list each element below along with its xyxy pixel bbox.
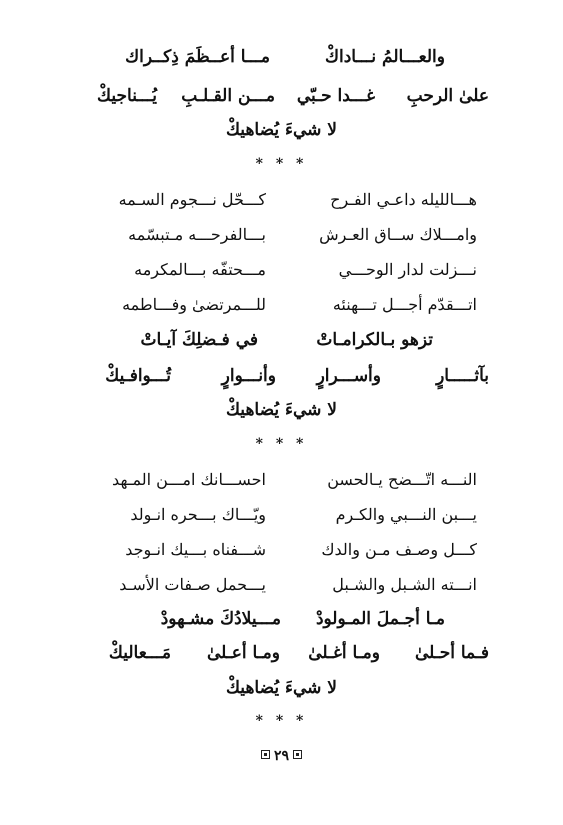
verse-left: مـــحتفّه بـــالمكرمه bbox=[134, 260, 266, 279]
verse-right: هـــالليله داعـي الفـرح bbox=[330, 190, 477, 209]
refrain: لا شيءَ يُضاهيكْ bbox=[225, 678, 337, 698]
verse-left: شـــفناه بـــيك انـوجد bbox=[125, 540, 266, 559]
phrase-3: وأنـــوارٍ bbox=[221, 366, 276, 386]
page-number-text: ٢٩ bbox=[273, 748, 290, 764]
hemistich-right: مـــيلادُكَ مشـهودْ bbox=[160, 609, 281, 629]
phrase-2: ومـا أغـلىٰ bbox=[308, 643, 380, 663]
verse-left: بـــالفرحـــه مـتبسّمه bbox=[128, 225, 266, 244]
phrase-4: مَـــعاليكْ bbox=[108, 643, 171, 663]
stars-divider: * * * bbox=[255, 713, 308, 729]
verse-left: ويّـــاك بـــحره انـولد bbox=[130, 505, 266, 524]
phrase-1: بآثـــــارٍ bbox=[436, 366, 489, 386]
phrase-1: فـما أحـلىٰ bbox=[414, 643, 489, 663]
page-number bbox=[0, 748, 563, 764]
square-ornament-icon bbox=[293, 750, 302, 759]
phrase-2: وأســـرارٍ bbox=[316, 366, 381, 386]
verse-right: نـــزلت لدار الوحـــي bbox=[338, 260, 477, 279]
phrase-4: تُـــوافـيكْ bbox=[105, 366, 171, 386]
square-ornament-icon bbox=[261, 750, 270, 759]
hemistich-right: في فـضلِكَ آيـاتْ bbox=[140, 330, 258, 350]
verse-right: انـــته الشـبل والشـبل bbox=[332, 575, 477, 594]
phrase-1: علىٰ الرحبِ bbox=[406, 86, 489, 106]
verse-right: النـــه اتّـــضح يـالحسن bbox=[327, 470, 477, 489]
hemistich-left: تزهو بـالكرامـاتْ bbox=[316, 330, 433, 350]
phrase-3: ومـا أعـلىٰ bbox=[206, 643, 280, 663]
refrain: لا شيءَ يُضاهيكْ bbox=[225, 120, 337, 140]
verse-right: كـــل وصـف مـن والدك bbox=[321, 540, 477, 559]
verse-right: وامـــلاك ســاق العـرش bbox=[319, 225, 477, 244]
stars-divider: * * * bbox=[255, 156, 308, 172]
phrase-2: غـــدا حـبّي bbox=[296, 86, 375, 106]
phrase-3: مـــن القـلـبِ bbox=[181, 86, 275, 106]
hemistich-left: والعـــالمُ نـــاداكْ bbox=[324, 47, 445, 67]
verse-left: احســـانك امـــن المـهد bbox=[112, 470, 266, 489]
hemistich-left: مـا أجـملَ المـولودْ bbox=[315, 609, 445, 629]
verse-left: للـــمرتضىٰ وفـــاطمه bbox=[122, 295, 266, 314]
refrain: لا شيءَ يُضاهيكْ bbox=[225, 400, 337, 420]
verse-left: كـــحّل نـــجوم السـمه bbox=[118, 190, 266, 209]
hemistich-right: مـــا أعــظَمَ ذِكــراك bbox=[125, 47, 270, 67]
verse-right: اتـــقدّم أجـــل تـــهنئه bbox=[332, 295, 477, 314]
stars-divider: * * * bbox=[255, 436, 308, 452]
verse-left: يـــحمل صـفات الأسـد bbox=[119, 575, 266, 594]
verse-right: يـــبن النـــبي والكـرم bbox=[335, 505, 477, 524]
phrase-4: يُـــناجيكْ bbox=[97, 86, 157, 106]
